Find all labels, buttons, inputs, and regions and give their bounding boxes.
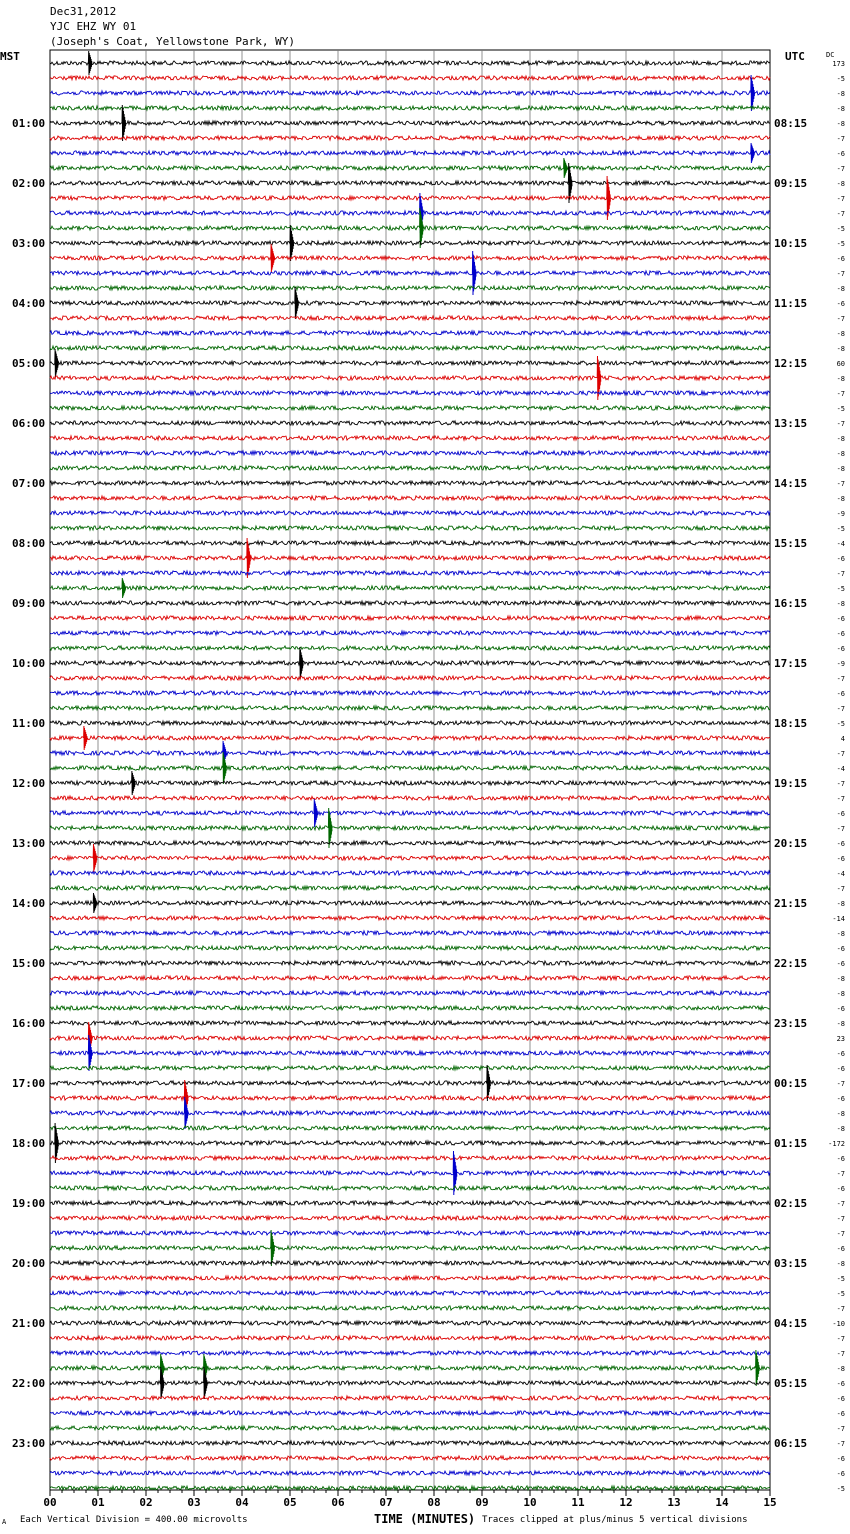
dc-offset-label: -5 [836,585,845,593]
dc-offset-label: -6 [836,960,845,968]
dc-offset-label: -5 [836,525,845,533]
trace-row-12 [50,241,770,245]
utc-axis-title: UTC [785,50,805,63]
dc-offset-label: -7 [836,1425,845,1433]
dc-offset-label: -6 [836,255,845,263]
corner-mark: A [2,1518,7,1526]
dc-offset-label: -8 [836,450,845,458]
trace-row-58 [50,931,770,935]
dc-offset-label: -6 [836,1395,845,1403]
event-spike [122,105,126,141]
trace-row-38 [50,631,770,635]
trace-row-20 [50,361,770,365]
trace-row-36 [50,601,770,605]
x-tick-label: 05 [283,1496,297,1509]
mst-hour-label: 17:00 [12,1077,46,1090]
trace-row-28 [50,481,770,485]
dc-offset-label: -7 [836,795,845,803]
trace-row-64 [50,1021,770,1025]
trace-row-33 [50,556,770,560]
utc-hour-label: 14:15 [774,477,808,490]
trace-row-18 [50,331,770,335]
trace-row-87 [50,1366,770,1370]
trace-row-9 [50,196,770,200]
mst-hour-label: 04:00 [12,297,46,310]
trace-row-50 [50,811,770,815]
utc-hour-label: 12:15 [774,357,808,370]
dc-offset-label: -7 [836,480,845,488]
date-label: Dec31,2012 [50,5,117,18]
mst-hour-label: 15:00 [12,957,46,970]
dc-offset-label: -8 [836,975,845,983]
dc-offset-label: -7 [836,210,845,218]
trace-row-75 [50,1186,770,1190]
mst-hour-label: 19:00 [12,1197,46,1210]
trace-row-94 [50,1471,770,1475]
dc-offset-label: -7 [836,1170,845,1178]
dc-offset-label: -7 [836,1230,845,1238]
dc-offset-label: -8 [836,1125,845,1133]
x-tick-label: 12 [619,1496,633,1509]
trace-row-42 [50,691,770,695]
event-spike [84,726,88,750]
mst-hour-label: 16:00 [12,1017,46,1030]
mst-hour-label: 05:00 [12,357,46,370]
dc-offset-label: -6 [836,1155,845,1163]
trace-row-49 [50,796,770,800]
trace-row-47 [50,766,770,770]
dc-offset-label: -5 [836,720,845,728]
trace-row-77 [50,1216,770,1220]
trace-row-17 [50,316,770,320]
dc-offset-label: -14 [832,915,845,923]
trace-row-23 [50,406,770,410]
dc-offset-label: -6 [836,1410,845,1418]
dc-offset-label: -5 [836,240,845,248]
dc-offset-label: -6 [836,1050,845,1058]
utc-hour-label: 06:15 [774,1437,808,1450]
trace-row-74 [50,1171,770,1175]
trace-row-13 [50,256,770,260]
utc-hour-label: 16:15 [774,597,808,610]
trace-row-54 [50,871,770,875]
dc-offset-label: -6 [836,945,845,953]
trace-row-29 [50,496,770,500]
mst-axis-title: MST [0,50,20,63]
dc-offset-label: -5 [836,1290,845,1298]
trace-row-60 [50,961,770,965]
dc-offset-label: -8 [836,435,845,443]
dc-offset-label: -8 [836,120,845,128]
trace-row-37 [50,616,770,620]
mst-hour-label: 11:00 [12,717,46,730]
mst-hour-label: 08:00 [12,537,46,550]
dc-offset-label: -8 [836,345,845,353]
dc-offset-label: -6 [836,300,845,308]
dc-offset-label: -6 [836,855,845,863]
dc-offset-label: -8 [836,600,845,608]
dc-offset-label: -9 [836,510,845,518]
event-spike [300,647,304,679]
event-spike [122,578,126,598]
utc-hour-label: 00:15 [774,1077,808,1090]
dc-offset-label: -6 [836,1095,845,1103]
dc-offset-label: -6 [836,630,845,638]
trace-row-69 [50,1096,770,1100]
x-tick-label: 04 [235,1496,249,1509]
dc-offset-label: -7 [836,1440,845,1448]
trace-row-19 [50,346,770,350]
trace-row-89 [50,1396,770,1400]
trace-row-44 [50,721,770,725]
dc-offset-label: -8 [836,1110,845,1118]
mst-hour-label: 06:00 [12,417,46,430]
trace-row-91 [50,1426,770,1430]
utc-hour-label: 11:15 [774,297,808,310]
x-tick-label: 13 [667,1496,681,1509]
trace-row-48 [50,781,770,785]
utc-hour-label: 17:15 [774,657,808,670]
trace-row-1 [50,76,770,80]
dc-offset-label: -4 [836,870,845,878]
dc-offset-label: -8 [836,105,845,113]
dc-offset-label: -4 [836,540,845,548]
dc-offset-label: -10 [832,1320,845,1328]
dc-offset-label: -7 [836,885,845,893]
trace-row-76 [50,1201,770,1205]
dc-offset-label: -6 [836,1245,845,1253]
trace-row-6 [50,151,770,155]
trace-row-16 [50,301,770,305]
trace-row-90 [50,1411,770,1415]
trace-row-31 [50,526,770,530]
trace-row-88 [50,1381,770,1385]
x-tick-label: 06 [331,1496,345,1509]
x-tick-label: 01 [91,1496,105,1509]
trace-row-40 [50,661,770,665]
trace-row-3 [50,106,770,110]
dc-offset-label: -5 [836,75,845,83]
trace-row-35 [50,586,770,590]
dc-offset-label: -5 [836,225,845,233]
trace-row-70 [50,1111,770,1115]
event-spike [55,349,59,377]
event-spike [756,1350,760,1386]
dc-offset-label: -7 [836,1200,845,1208]
dc-offset-label: -7 [836,420,845,428]
dc-offset-label: -7 [836,780,845,788]
event-spike [88,51,92,75]
dc-offset-label: -7 [836,1305,845,1313]
trace-row-43 [50,706,770,710]
mst-hour-label: 13:00 [12,837,46,850]
dc-offset-label: -8 [836,375,845,383]
dc-offset-label: -7 [836,705,845,713]
trace-row-59 [50,946,770,950]
trace-row-4 [50,121,770,125]
utc-hour-label: 03:15 [774,1257,808,1270]
dc-offset-label: -6 [836,1185,845,1193]
trace-row-57 [50,916,770,920]
event-spike [751,75,755,111]
trace-row-84 [50,1321,770,1325]
dc-offset-label: -8 [836,495,845,503]
trace-row-68 [50,1081,770,1085]
dc-offset-label: -7 [836,570,845,578]
dc-offset-label: -7 [836,825,845,833]
dc-offset-label: -6 [836,645,845,653]
event-spike [132,771,136,795]
dc-offset-label: -6 [836,615,845,623]
dc-offset-label: -5 [836,1275,845,1283]
dc-offset-label: -7 [836,165,845,173]
utc-hour-label: 19:15 [774,777,808,790]
mst-hour-label: 20:00 [12,1257,46,1270]
mst-hour-label: 09:00 [12,597,46,610]
location-label: (Joseph's Coat, Yellowstone Park, WY) [50,35,296,48]
trace-row-7 [50,166,770,170]
trace-row-79 [50,1246,770,1250]
mst-hour-label: 22:00 [12,1377,46,1390]
dc-offset-label: -6 [836,1455,845,1463]
mst-hour-label: 14:00 [12,897,46,910]
trace-row-62 [50,991,770,995]
dc-offset-label: -7 [836,390,845,398]
dc-offset-label: 173 [832,60,845,68]
dc-offset-label: -6 [836,555,845,563]
trace-row-56 [50,901,770,905]
trace-row-92 [50,1441,770,1445]
trace-row-65 [50,1036,770,1040]
x-tick-label: 15 [763,1496,777,1509]
dc-offset-label: -5 [836,405,845,413]
x-tick-label: 03 [187,1496,201,1509]
dc-offset-label: -6 [836,150,845,158]
event-spike [271,1230,275,1266]
trace-row-15 [50,286,770,290]
dc-offset-label: -9 [836,660,845,668]
trace-row-95 [50,1486,770,1490]
utc-hour-label: 04:15 [774,1317,808,1330]
dc-offset-label: -8 [836,465,845,473]
clip-note: Traces clipped at plus/minus 5 vertical divisions [482,1515,748,1525]
dc-offset-label: -8 [836,1260,845,1268]
x-axis-title: TIME (MINUTES) [374,1512,476,1526]
dc-offset-label: -8 [836,900,845,908]
utc-hour-label: 18:15 [774,717,808,730]
dc-offset-label: -8 [836,90,845,98]
dc-offset-label: -7 [836,315,845,323]
trace-row-81 [50,1276,770,1280]
event-spike [751,143,755,163]
dc-header: DC [826,51,835,59]
dc-offset-label: -8 [836,330,845,338]
dc-offset-label: -8 [836,1020,845,1028]
trace-row-32 [50,541,770,545]
dc-offset-label: -6 [836,1380,845,1388]
trace-row-22 [50,391,770,395]
dc-offset-label: -6 [836,840,845,848]
trace-row-34 [50,571,770,575]
dc-offset-label: 23 [836,1035,845,1043]
dc-offset-label: -6 [836,1470,845,1478]
event-spike [271,244,275,272]
trace-row-72 [50,1141,770,1145]
event-spike [93,844,97,872]
trace-row-25 [50,436,770,440]
trace-row-51 [50,826,770,830]
trace-row-83 [50,1306,770,1310]
trace-row-73 [50,1156,770,1160]
dc-offset-label: -6 [836,810,845,818]
division-note: Each Vertical Division = 400.00 microvolts [20,1515,248,1525]
utc-hour-label: 13:15 [774,417,808,430]
dc-offset-label: -7 [836,750,845,758]
trace-row-10 [50,211,770,215]
dc-offset-label: -8 [836,1365,845,1373]
trace-row-86 [50,1351,770,1355]
mst-hour-label: 02:00 [12,177,46,190]
trace-row-53 [50,856,770,860]
mst-hour-label: 23:00 [12,1437,46,1450]
utc-hour-label: 15:15 [774,537,808,550]
trace-row-46 [50,751,770,755]
utc-hour-label: 10:15 [774,237,808,250]
dc-offset-label: -7 [836,1080,845,1088]
mst-hour-label: 03:00 [12,237,46,250]
utc-hour-label: 02:15 [774,1197,808,1210]
dc-offset-label: -6 [836,1005,845,1013]
dc-offset-label: -7 [836,1215,845,1223]
trace-row-26 [50,451,770,455]
trace-row-41 [50,676,770,680]
plot-frame [50,50,770,1490]
dc-offset-label: 4 [840,735,845,743]
x-tick-label: 14 [715,1496,729,1509]
dc-offset-label: -7 [836,270,845,278]
mst-hour-label: 12:00 [12,777,46,790]
event-spike [314,799,318,827]
x-tick-label: 09 [475,1496,489,1509]
utc-hour-label: 23:15 [774,1017,808,1030]
dc-offset-label: -7 [836,675,845,683]
x-tick-label: 07 [379,1496,393,1509]
utc-hour-label: 22:15 [774,957,808,970]
utc-hour-label: 08:15 [774,117,808,130]
trace-row-71 [50,1126,770,1130]
trace-row-85 [50,1336,770,1340]
trace-row-5 [50,136,770,140]
trace-row-11 [50,226,770,230]
trace-row-52 [50,841,770,845]
dc-offset-label: -7 [836,1335,845,1343]
trace-row-67 [50,1066,770,1070]
dc-offset-label: -6 [836,690,845,698]
trace-row-0 [50,61,770,65]
trace-row-93 [50,1456,770,1460]
x-tick-label: 10 [523,1496,537,1509]
trace-row-61 [50,976,770,980]
dc-offset-label: -6 [836,1065,845,1073]
utc-hour-label: 05:15 [774,1377,808,1390]
mst-hour-label: 10:00 [12,657,46,670]
dc-offset-label: -172 [828,1140,845,1148]
trace-row-80 [50,1261,770,1265]
x-tick-label: 00 [43,1496,57,1509]
utc-hour-label: 01:15 [774,1137,808,1150]
utc-hour-label: 21:15 [774,897,808,910]
trace-row-63 [50,1006,770,1010]
event-spike [295,287,299,319]
event-spike [564,158,568,178]
trace-row-14 [50,271,770,275]
mst-hour-label: 21:00 [12,1317,46,1330]
trace-row-82 [50,1291,770,1295]
mst-hour-label: 18:00 [12,1137,46,1150]
dc-offset-label: 60 [836,360,845,368]
trace-row-39 [50,646,770,650]
dc-offset-label: -7 [836,195,845,203]
trace-row-2 [50,91,770,95]
event-spike [487,1065,491,1101]
trace-row-55 [50,886,770,890]
dc-offset-label: -7 [836,135,845,143]
station-label: YJC EHZ WY 01 [50,20,137,33]
dc-offset-label: -7 [836,1350,845,1358]
x-tick-label: 08 [427,1496,441,1509]
mst-hour-label: 01:00 [12,117,46,130]
trace-row-24 [50,421,770,425]
utc-hour-label: 20:15 [774,837,808,850]
trace-row-30 [50,511,770,515]
trace-row-8 [50,181,770,185]
trace-row-21 [50,376,770,380]
dc-offset-label: -8 [836,930,845,938]
trace-row-78 [50,1231,770,1235]
event-spike [93,893,97,913]
trace-row-27 [50,466,770,470]
dc-offset-label: -8 [836,990,845,998]
utc-hour-label: 09:15 [774,177,808,190]
trace-row-66 [50,1051,770,1055]
mst-hour-label: 07:00 [12,477,46,490]
dc-offset-label: -8 [836,285,845,293]
x-tick-label: 11 [571,1496,585,1509]
dc-offset-label: -4 [836,765,845,773]
dc-offset-label: -5 [836,1485,845,1493]
trace-row-45 [50,736,770,740]
x-tick-label: 02 [139,1496,153,1509]
dc-offset-label: -8 [836,180,845,188]
